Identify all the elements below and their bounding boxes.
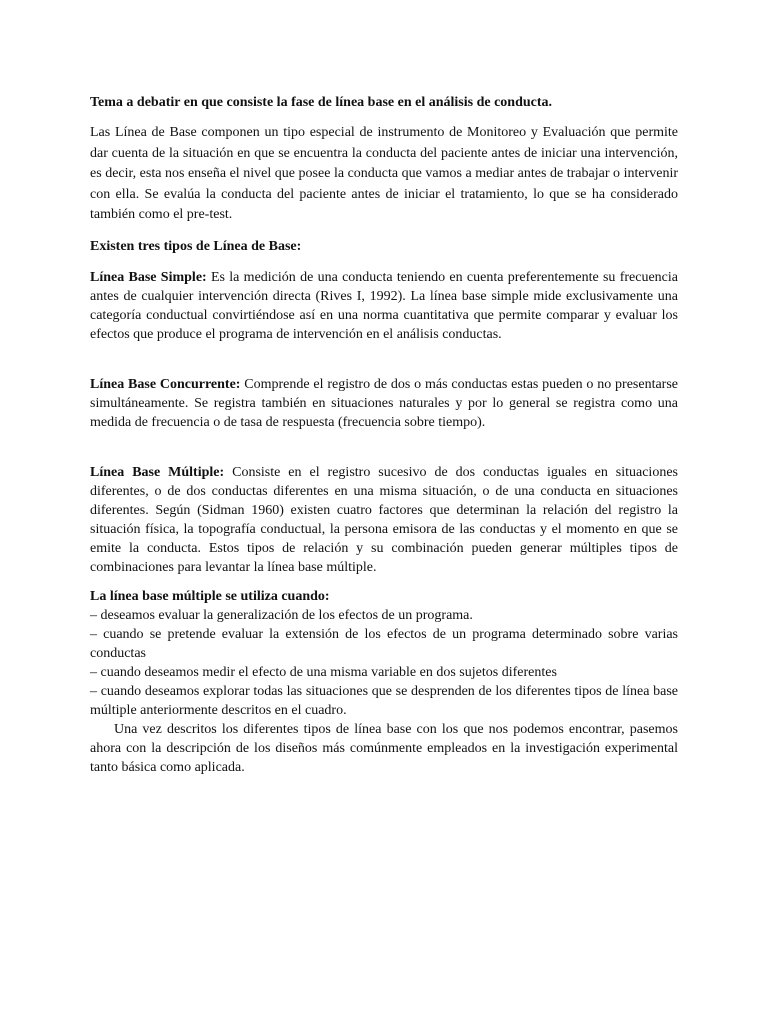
- simple-baseline-text: Es la medición de una conducta teniendo en cuenta preferentemente su frecuencia antes de cualquier intervención directa (Rives I, 1992). La línea base simple mide exclusivamente una categoría conductual convirtiéndose así en una norma cuantitativa que permite comparar y evaluar los efectos que produce el programa de intervención en el análisis conductas.: [90, 269, 678, 342]
- types-heading: Existen tres tipos de Línea de Base:: [90, 238, 302, 254]
- document-title: Tema a debatir en que consiste la fase de línea base en el análisis de conducta.: [90, 95, 553, 110]
- list-item: – cuando deseamos medir el efecto de una misma variable en dos sujetos diferentes: [90, 664, 557, 680]
- closing-paragraph: Una vez descritos los diferentes tipos de línea base con los que nos podemos encontrar, pasemos ahora con la descripción de los diseños más comúnmente empleados en la investigación experimental tanto básica como aplicada.: [90, 721, 678, 775]
- uses-heading: La línea base múltiple se utiliza cuando:: [90, 588, 330, 604]
- list-item: – deseamos evaluar la generalización de los efectos de un programa.: [90, 607, 473, 623]
- list-item: – cuando se pretende evaluar la extensión de los efectos de un programa determinado sobre varias conductas: [90, 626, 678, 661]
- concurrent-baseline-paragraph: [90, 375, 678, 432]
- concurrent-baseline-term: Línea Base Concurrente:: [90, 376, 241, 392]
- document-page: [90, 93, 678, 777]
- simple-baseline-paragraph: [90, 268, 678, 344]
- simple-baseline-term: Línea Base Simple:: [90, 269, 207, 285]
- uses-list: [90, 606, 678, 720]
- list-item: – cuando deseamos explorar todas las situaciones que se desprenden de los diferentes tipos de línea base múltiple anteriormente descritos en el cuadro.: [90, 683, 678, 718]
- concurrent-baseline-text: Comprende el registro de dos o más conductas estas pueden o no presentarse simultáneamente. Se registra también en situaciones naturales y por lo general se registra como una medida de frecuencia o de tasa de respuesta (frecuencia sobre tiempo).: [90, 376, 678, 430]
- multiple-baseline-paragraph: [90, 463, 678, 577]
- multiple-baseline-term: Línea Base Múltiple:: [90, 464, 225, 480]
- intro-paragraph: Las Línea de Base componen un tipo especial de instrumento de Monitoreo y Evaluación que permite dar cuenta de la situación en que se encuentra la conducta del paciente antes de iniciar una intervención, es decir, esta nos enseña el nivel que posee la conducta que vamos a mediar antes de trabajar o intervenir con ella. Se evalúa la conducta del paciente antes de iniciar el tratamiento, lo que se ha considerado también como el pre-test.: [90, 125, 678, 222]
- multiple-baseline-text: Consiste en el registro sucesivo de dos conductas iguales en situaciones diferentes, o de dos conductas diferentes en una misma situación, o de una conducta en situaciones diferentes. Según (Sidman 1960) existen cuatro factores que determinan la relación del registro la situación física, la topografía conductual, la persona emisora de las conductas y el momento en que se emite la conducta. Estos tipos de relación y su combinación pueden generar múltiples tipos de combinaciones para levantar la línea base múltiple.: [90, 464, 678, 575]
